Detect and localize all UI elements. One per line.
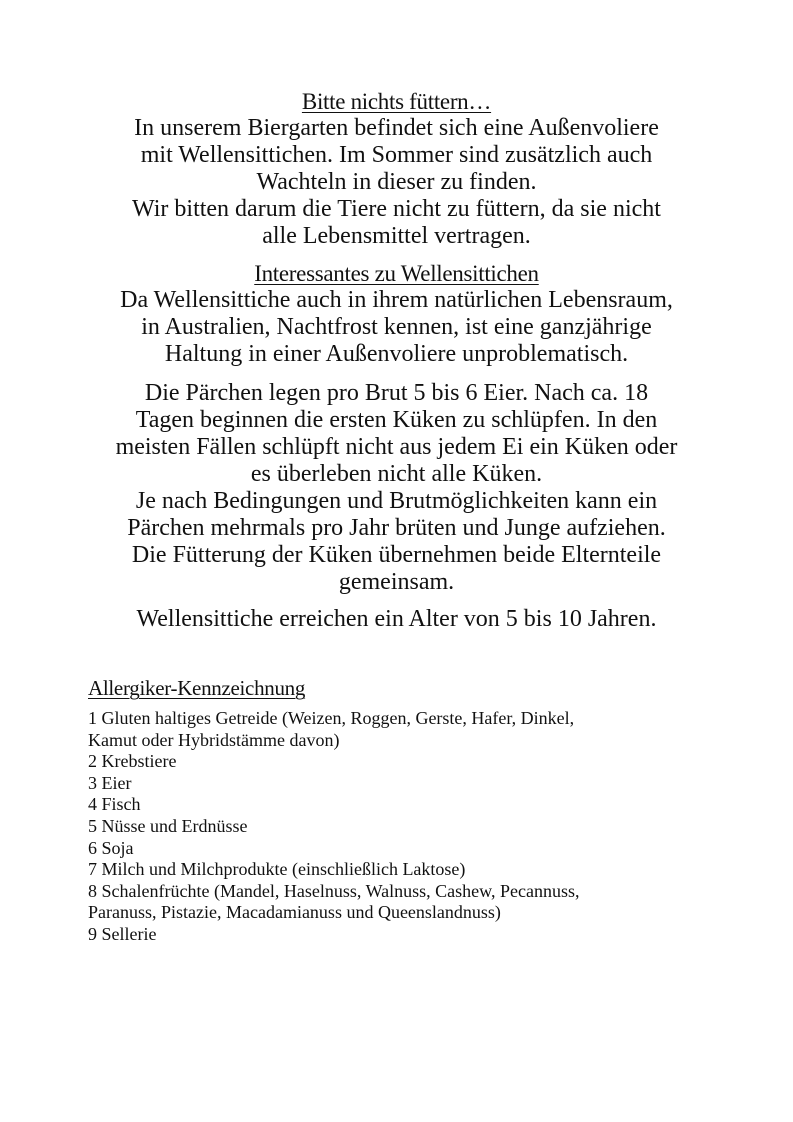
info-paragraph-2 xyxy=(60,380,733,596)
list-item: 7 Milch und Milchprodukte (einschließlich Laktose) xyxy=(88,859,466,880)
list-item: 3 Eier xyxy=(88,772,132,793)
info-line: es überleben nicht alle Küken. xyxy=(250,461,543,487)
allergens-title: Allergiker-Kennzeichnung xyxy=(88,676,306,700)
info-line: gemeinsam. xyxy=(338,569,455,595)
list-item: 8 Schalenfrüchte (Mandel, Haselnuss, Walnuss, Cashew, Pecannuss, xyxy=(88,880,580,901)
notice-line: mit Wellensittichen. Im Sommer sind zusätzlich auch xyxy=(140,142,653,168)
notice-line: Wir bitten darum die Tiere nicht zu füttern, da sie nicht xyxy=(132,196,661,222)
info-section xyxy=(60,260,733,368)
list-item: Paranuss, Pistazie, Macadamianuss und Queenslandnuss) xyxy=(88,902,501,923)
list-item: 5 Nüsse und Erdnüsse xyxy=(88,815,248,836)
info-line: Die Pärchen legen pro Brut 5 bis 6 Eier. Nach ca. 18 xyxy=(144,380,649,406)
info-line: Haltung in einer Außenvoliere unproblematisch. xyxy=(164,341,629,367)
info-line: Die Fütterung der Küken übernehmen beide Elternteile xyxy=(131,542,662,568)
list-item: 9 Sellerie xyxy=(88,923,157,944)
info-line: Je nach Bedingungen und Brutmöglichkeiten kann ein xyxy=(135,488,658,514)
notice-title: Bitte nichts füttern… xyxy=(301,89,492,114)
info-paragraph-3 xyxy=(60,606,733,633)
notice-line: alle Lebensmittel vertragen. xyxy=(262,223,531,249)
list-item: 1 Gluten haltiges Getreide (Weizen, Roggen, Gerste, Hafer, Dinkel, xyxy=(88,708,575,728)
list-item: 6 Soja xyxy=(88,837,134,858)
info-line: Wellensittiche erreichen ein Alter von 5 bis 10 Jahren. xyxy=(136,606,657,632)
info-line: Da Wellensittiche auch in ihrem natürlichen Lebensraum, xyxy=(120,287,673,313)
list-item: Kamut oder Hybridstämme davon) xyxy=(88,729,340,750)
info-line: Tagen beginnen die ersten Küken zu schlüpfen. In den xyxy=(135,407,658,433)
list-item: 2 Krebstiere xyxy=(88,751,177,772)
list-item: 4 Fisch xyxy=(88,794,141,815)
info-line: Pärchen mehrmals pro Jahr brüten und Junge aufziehen. xyxy=(127,515,666,541)
info-title: Interessantes zu Wellensittichen xyxy=(254,261,539,286)
info-paragraph-1 xyxy=(60,287,733,368)
notice-section xyxy=(60,88,733,250)
info-line: meisten Fällen schlüpft nicht aus jedem Ei ein Küken oder xyxy=(115,434,678,460)
notice-line: Wachteln in dieser zu finden. xyxy=(256,169,537,195)
info-line: in Australien, Nachtfrost kennen, ist eine ganzjährige xyxy=(141,314,652,340)
notice-line: In unserem Biergarten befindet sich eine Außenvoliere xyxy=(134,115,659,141)
allergens-list xyxy=(88,708,708,946)
